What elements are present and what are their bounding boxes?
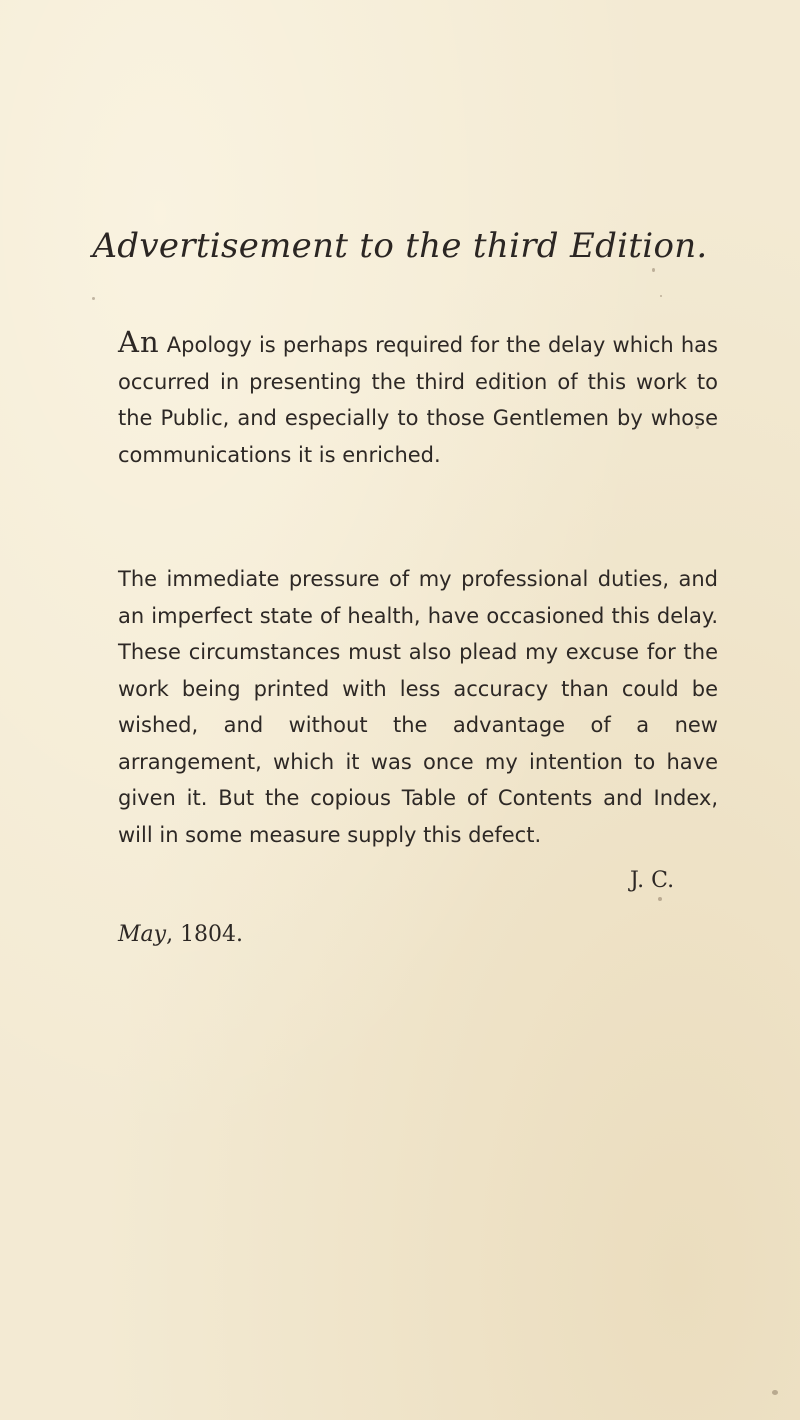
- paragraph-apology: [118, 324, 718, 473]
- page-title: Advertisement to the third Edition.: [92, 226, 708, 266]
- paper-speck: [696, 426, 699, 429]
- paragraph-apology-text: Apology is perhaps required for the delay which has occurred in presenting the third edition of this work to the Public, and especially to those Gentlemen by whose communications it is enriched.: [118, 333, 718, 467]
- paper-speck: [772, 1390, 778, 1395]
- date-month: May: [118, 922, 167, 947]
- date-year: , 1804.: [166, 922, 244, 947]
- author-initials: J. C.: [630, 868, 675, 893]
- paragraph-explanation: The immediate pressure of my professional duties, and an imperfect state of health, have occasioned this delay. These circumstances must also plead my excuse for the work being printed with less accuracy than could be wished, and without the advantage of a new arrangement, which it was once my intention to have given it. But the copious Table of Contents and Index, will in some measure supply this defect.: [118, 567, 718, 847]
- paper-speck: [660, 295, 662, 297]
- paragraph-opening-word: An: [118, 325, 160, 359]
- paper-speck: [92, 297, 95, 300]
- paper-speck: [658, 897, 662, 901]
- dateline: [118, 922, 243, 947]
- paper-speck: [652, 268, 655, 272]
